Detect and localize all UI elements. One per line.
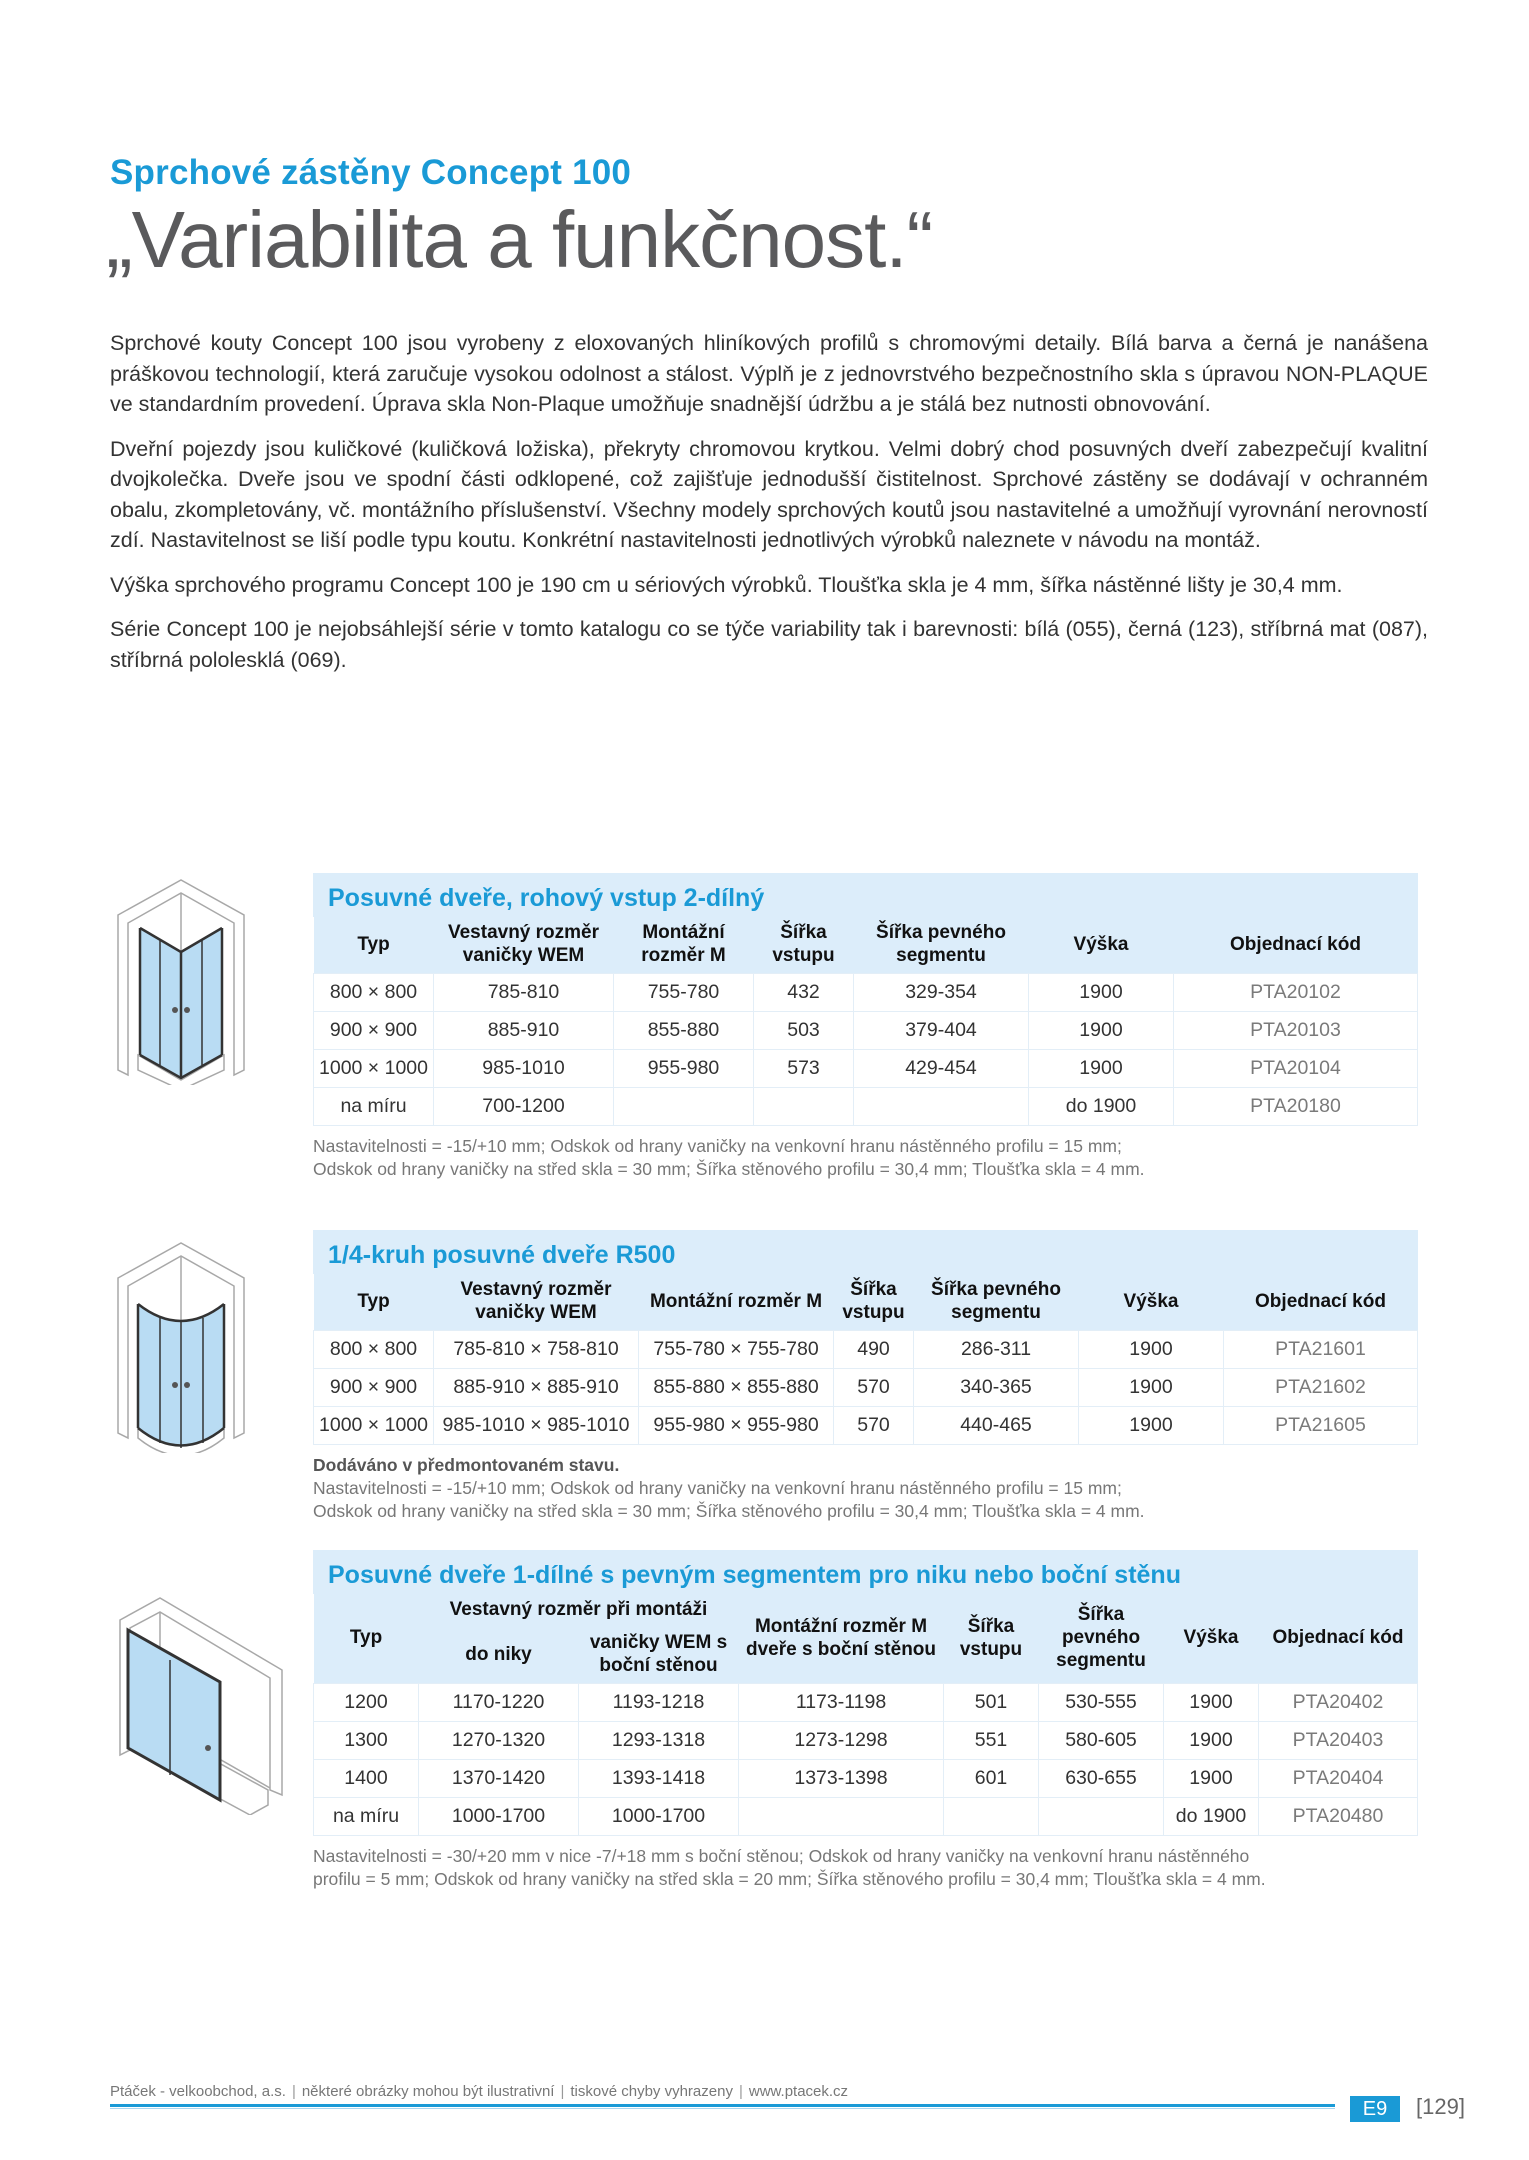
table-row <box>314 1407 1418 1445</box>
spec-table <box>313 1274 1418 1445</box>
table-cell: 1900 <box>1164 1684 1259 1722</box>
table-cell: 800 × 800 <box>314 974 434 1012</box>
table-cell: 1900 <box>1164 1760 1259 1798</box>
table-title: Posuvné dveře, rohový vstup 2-dílný <box>313 873 1418 917</box>
table-cell: 630-655 <box>1039 1760 1164 1798</box>
column-header: Šířka pevného segmentu <box>914 1274 1079 1331</box>
table-cell: 1393-1418 <box>579 1760 739 1798</box>
table-row <box>314 1798 1418 1836</box>
column-header: Montážní rozměr M dveře s boční stěnou <box>739 1594 944 1684</box>
table-cell: 1900 <box>1164 1722 1259 1760</box>
table-cell: 1193-1218 <box>579 1684 739 1722</box>
column-subheader: do niky <box>419 1627 579 1684</box>
column-header: Výška <box>1029 917 1174 974</box>
table-cell: 501 <box>944 1684 1039 1722</box>
table-row <box>314 974 1418 1012</box>
product-table-corner-2-part <box>313 873 1418 1181</box>
page-headline: „Variabilita a funkčnost.“ <box>106 195 933 284</box>
table-row <box>314 1369 1418 1407</box>
table-cell <box>614 1088 754 1126</box>
quarter-round-sliding-shower-icon <box>110 1238 300 1453</box>
column-header: Výška <box>1164 1594 1259 1684</box>
order-code-cell: PTA20104 <box>1174 1050 1418 1088</box>
table-cell: 900 × 900 <box>314 1369 434 1407</box>
table-notes <box>313 1454 1418 1523</box>
table-cell: 1900 <box>1079 1331 1224 1369</box>
order-code-cell: PTA21602 <box>1224 1369 1418 1407</box>
footer-disclaimer-errors: tiskové chyby vyhrazeny <box>570 2083 733 2100</box>
table-cell <box>1039 1798 1164 1836</box>
table-cell: 955-980 <box>614 1050 754 1088</box>
note-line: Nastavitelnosti = -30/+20 mm v nice -7/+18 mm s boční stěnou; Odskok od hrany vaničky na venkovní hranu nástěnného <box>313 1846 1250 1866</box>
order-code-cell: PTA20404 <box>1259 1760 1418 1798</box>
page-number: [129] <box>1416 2094 1465 2119</box>
column-header: Typ <box>314 1594 419 1684</box>
table-cell: do 1900 <box>1029 1088 1174 1126</box>
footer-company: Ptáček - velkoobchod, a.s. <box>110 2083 286 2100</box>
table-cell: 440-465 <box>914 1407 1079 1445</box>
separator: | <box>560 2083 565 2100</box>
order-code-cell: PTA20403 <box>1259 1722 1418 1760</box>
footer-divider-thin <box>110 2108 1335 2109</box>
column-subheader: vaničky WEM s boční stěnou <box>579 1627 739 1684</box>
order-code-cell: PTA20180 <box>1174 1088 1418 1126</box>
table-cell: 800 × 800 <box>314 1331 434 1369</box>
page-subtitle: Sprchové zástěny Concept 100 <box>110 153 632 192</box>
table-cell: 1900 <box>1029 974 1174 1012</box>
table-cell: 985-1010 × 985-1010 <box>434 1407 639 1445</box>
table-cell: 432 <box>754 974 854 1012</box>
column-header: Vestavný rozměr vaničky WEM <box>434 1274 639 1331</box>
table-cell: 1273-1298 <box>739 1722 944 1760</box>
intro-paragraph: Série Concept 100 je nejobsáhlejší série v tomto katalogu co se týče variability tak i barevnosti: bílá (055), černá (123), stříbrná mat (087), stříbrná pololesklá (069). <box>110 617 1428 672</box>
table-title: Posuvné dveře 1-dílné s pevným segmentem pro niku nebo boční stěnu <box>313 1550 1418 1594</box>
separator: | <box>291 2083 296 2100</box>
table-cell: 1900 <box>1079 1369 1224 1407</box>
table-cell: 580-605 <box>1039 1722 1164 1760</box>
note-bold-text: Dodáváno v předmontovaném stavu. <box>313 1455 620 1475</box>
table-row <box>314 1012 1418 1050</box>
corner-2-part-sliding-shower-icon <box>108 875 298 1085</box>
footer-divider <box>110 2104 1335 2107</box>
table-cell: 1900 <box>1079 1407 1224 1445</box>
table-cell: 570 <box>834 1407 914 1445</box>
column-header: Šířka pevného segmentu <box>1039 1594 1164 1684</box>
note-line: Nastavitelnosti = -15/+10 mm; Odskok od hrany vaničky na venkovní hranu nástěnného profilu = 15 mm; <box>313 1478 1122 1498</box>
table-notes <box>313 1845 1418 1891</box>
column-header: Vestavný rozměr vaničky WEM <box>434 917 614 974</box>
table-cell: 1000-1700 <box>579 1798 739 1836</box>
table-cell: 1000-1700 <box>419 1798 579 1836</box>
table-cell: 1900 <box>1029 1012 1174 1050</box>
intro-paragraph: Sprchové kouty Concept 100 jsou vyrobeny z eloxovaných hliníkových profilů s chromovými detaily. Bílá barva a černá je nanášena práškovou technologií, která zaručuje vysokou odolnost a stálost. Výplň je z jednovrstvého bezpečnostního skla s úpravou NON-PLAQUE ve standardním provedení. Úprava skla Non-Plaque umožňuje snadnější údržbu a je stálá bez nutnosti obnovování. <box>110 331 1428 416</box>
column-header: Objednací kód <box>1224 1274 1418 1331</box>
table-row <box>314 1684 1418 1722</box>
column-header: Montážní rozměr M <box>639 1274 834 1331</box>
table-cell: 379-404 <box>854 1012 1029 1050</box>
column-header: Šířka vstupu <box>944 1594 1039 1684</box>
table-cell: 490 <box>834 1331 914 1369</box>
note-line: Odskok od hrany vaničky na střed skla = 30 mm; Šířka stěnového profilu = 30,4 mm; Tloušťka skla = 4 mm. <box>313 1501 1145 1521</box>
order-code-cell: PTA21601 <box>1224 1331 1418 1369</box>
table-cell: 530-555 <box>1039 1684 1164 1722</box>
table-row <box>314 1760 1418 1798</box>
product-table-niche-door <box>313 1550 1418 1891</box>
column-header: Výška <box>1079 1274 1224 1331</box>
table-cell: 885-910 × 885-910 <box>434 1369 639 1407</box>
table-cell: 1900 <box>1029 1050 1174 1088</box>
table-cell: 900 × 900 <box>314 1012 434 1050</box>
table-cell: na míru <box>314 1088 434 1126</box>
section-tag: E9 <box>1350 2096 1400 2122</box>
order-code-cell: PTA20480 <box>1259 1798 1418 1836</box>
table-cell: 885-910 <box>434 1012 614 1050</box>
table-cell: 985-1010 <box>434 1050 614 1088</box>
table-cell: 855-880 <box>614 1012 754 1050</box>
table-cell: 785-810 <box>434 974 614 1012</box>
footer-disclaimer-images: některé obrázky mohou být ilustrativní <box>301 2083 555 2100</box>
column-header: Šířka pevného segmentu <box>854 917 1029 974</box>
table-cell: 503 <box>754 1012 854 1050</box>
table-row <box>314 1331 1418 1369</box>
table-cell <box>739 1798 944 1836</box>
table-cell: 570 <box>834 1369 914 1407</box>
separator: | <box>738 2083 743 2100</box>
spec-table <box>313 1594 1418 1836</box>
table-cell: 955-980 × 955-980 <box>639 1407 834 1445</box>
note-line: Odskok od hrany vaničky na střed skla = 30 mm; Šířka stěnového profilu = 30,4 mm; Tloušťka skla = 4 mm. <box>313 1159 1145 1179</box>
table-row <box>314 1722 1418 1760</box>
note-bold <box>313 1454 1418 1477</box>
table-cell: 601 <box>944 1760 1039 1798</box>
order-code-cell: PTA20102 <box>1174 974 1418 1012</box>
footer-website-link[interactable]: www.ptacek.cz <box>748 2083 849 2100</box>
table-cell: 1400 <box>314 1760 419 1798</box>
table-cell: 785-810 × 758-810 <box>434 1331 639 1369</box>
column-header: Objednací kód <box>1259 1594 1418 1684</box>
table-row <box>314 1050 1418 1088</box>
product-table-quarter-round <box>313 1230 1418 1523</box>
intro-paragraph: Dveřní pojezdy jsou kuličkové (kuličková ložiska), překryty chromovou krytkou. Velmi dobrý chod posuvných dveří zabezpečují kvalitní dvojkolečka. Dveře jsou ve spodní části odklopené, což zajišťuje jednodušší čistitelnost. Sprchové zástěny se dodávají v ochranném obalu, zkompletovány, vč. montážního příslušenství. Všechny modely sprchových koutů jsou nastavitelné a umožňují vyrovnání nerovností zdí. Nastavitelnost se liší podle typu koutu. Konkrétní nastavitelnosti jednotlivých výrobků naleznete v návodu na montáž. <box>110 436 1428 552</box>
column-header: Šířka vstupu <box>834 1274 914 1331</box>
table-cell: 755-780 × 755-780 <box>639 1331 834 1369</box>
table-cell <box>854 1088 1029 1126</box>
table-cell <box>944 1798 1039 1836</box>
table-cell: 573 <box>754 1050 854 1088</box>
table-cell: 1293-1318 <box>579 1722 739 1760</box>
intro-text <box>110 328 1428 689</box>
table-title: 1/4-kruh posuvné dveře R500 <box>313 1230 1418 1274</box>
table-cell: 1000 × 1000 <box>314 1050 434 1088</box>
table-cell: 1270-1320 <box>419 1722 579 1760</box>
table-cell: 286-311 <box>914 1331 1079 1369</box>
table-cell: 700-1200 <box>434 1088 614 1126</box>
table-cell: na míru <box>314 1798 419 1836</box>
note-line: Nastavitelnosti = -15/+10 mm; Odskok od hrany vaničky na venkovní hranu nástěnného profilu = 15 mm; <box>313 1136 1122 1156</box>
table-cell: 429-454 <box>854 1050 1029 1088</box>
order-code-cell: PTA21605 <box>1224 1407 1418 1445</box>
table-cell: 755-780 <box>614 974 754 1012</box>
niche-sliding-door-icon <box>100 1590 310 1815</box>
column-header: Montážní rozměr M <box>614 917 754 974</box>
table-cell: 551 <box>944 1722 1039 1760</box>
table-cell: 1373-1398 <box>739 1760 944 1798</box>
order-code-cell: PTA20103 <box>1174 1012 1418 1050</box>
table-cell: 1170-1220 <box>419 1684 579 1722</box>
table-notes <box>313 1135 1418 1181</box>
table-cell <box>754 1088 854 1126</box>
note-line: profilu = 5 mm; Odskok od hrany vaničky na střed skla = 20 mm; Šířka stěnového profilu = 30,4 mm; Tloušťka skla = 4 mm. <box>313 1869 1266 1889</box>
order-code-cell: PTA20402 <box>1259 1684 1418 1722</box>
table-cell: 329-354 <box>854 974 1029 1012</box>
footer-info <box>110 2083 848 2100</box>
column-header: Typ <box>314 917 434 974</box>
table-cell: 340-365 <box>914 1369 1079 1407</box>
column-header: Typ <box>314 1274 434 1331</box>
column-group-header: Vestavný rozměr při montáži <box>419 1594 739 1627</box>
table-row <box>314 1088 1418 1126</box>
table-cell: 1173-1198 <box>739 1684 944 1722</box>
intro-paragraph: Výška sprchového programu Concept 100 je 190 cm u sériových výrobků. Tloušťka skla je 4 mm, šířka nástěnné lišty je 30,4 mm. <box>110 572 1343 597</box>
column-header: Objednací kód <box>1174 917 1418 974</box>
table-cell: 1300 <box>314 1722 419 1760</box>
table-cell: do 1900 <box>1164 1798 1259 1836</box>
table-cell: 1370-1420 <box>419 1760 579 1798</box>
table-cell: 1200 <box>314 1684 419 1722</box>
table-cell: 1000 × 1000 <box>314 1407 434 1445</box>
spec-table <box>313 917 1418 1126</box>
column-header: Šířka vstupu <box>754 917 854 974</box>
table-cell: 855-880 × 855-880 <box>639 1369 834 1407</box>
